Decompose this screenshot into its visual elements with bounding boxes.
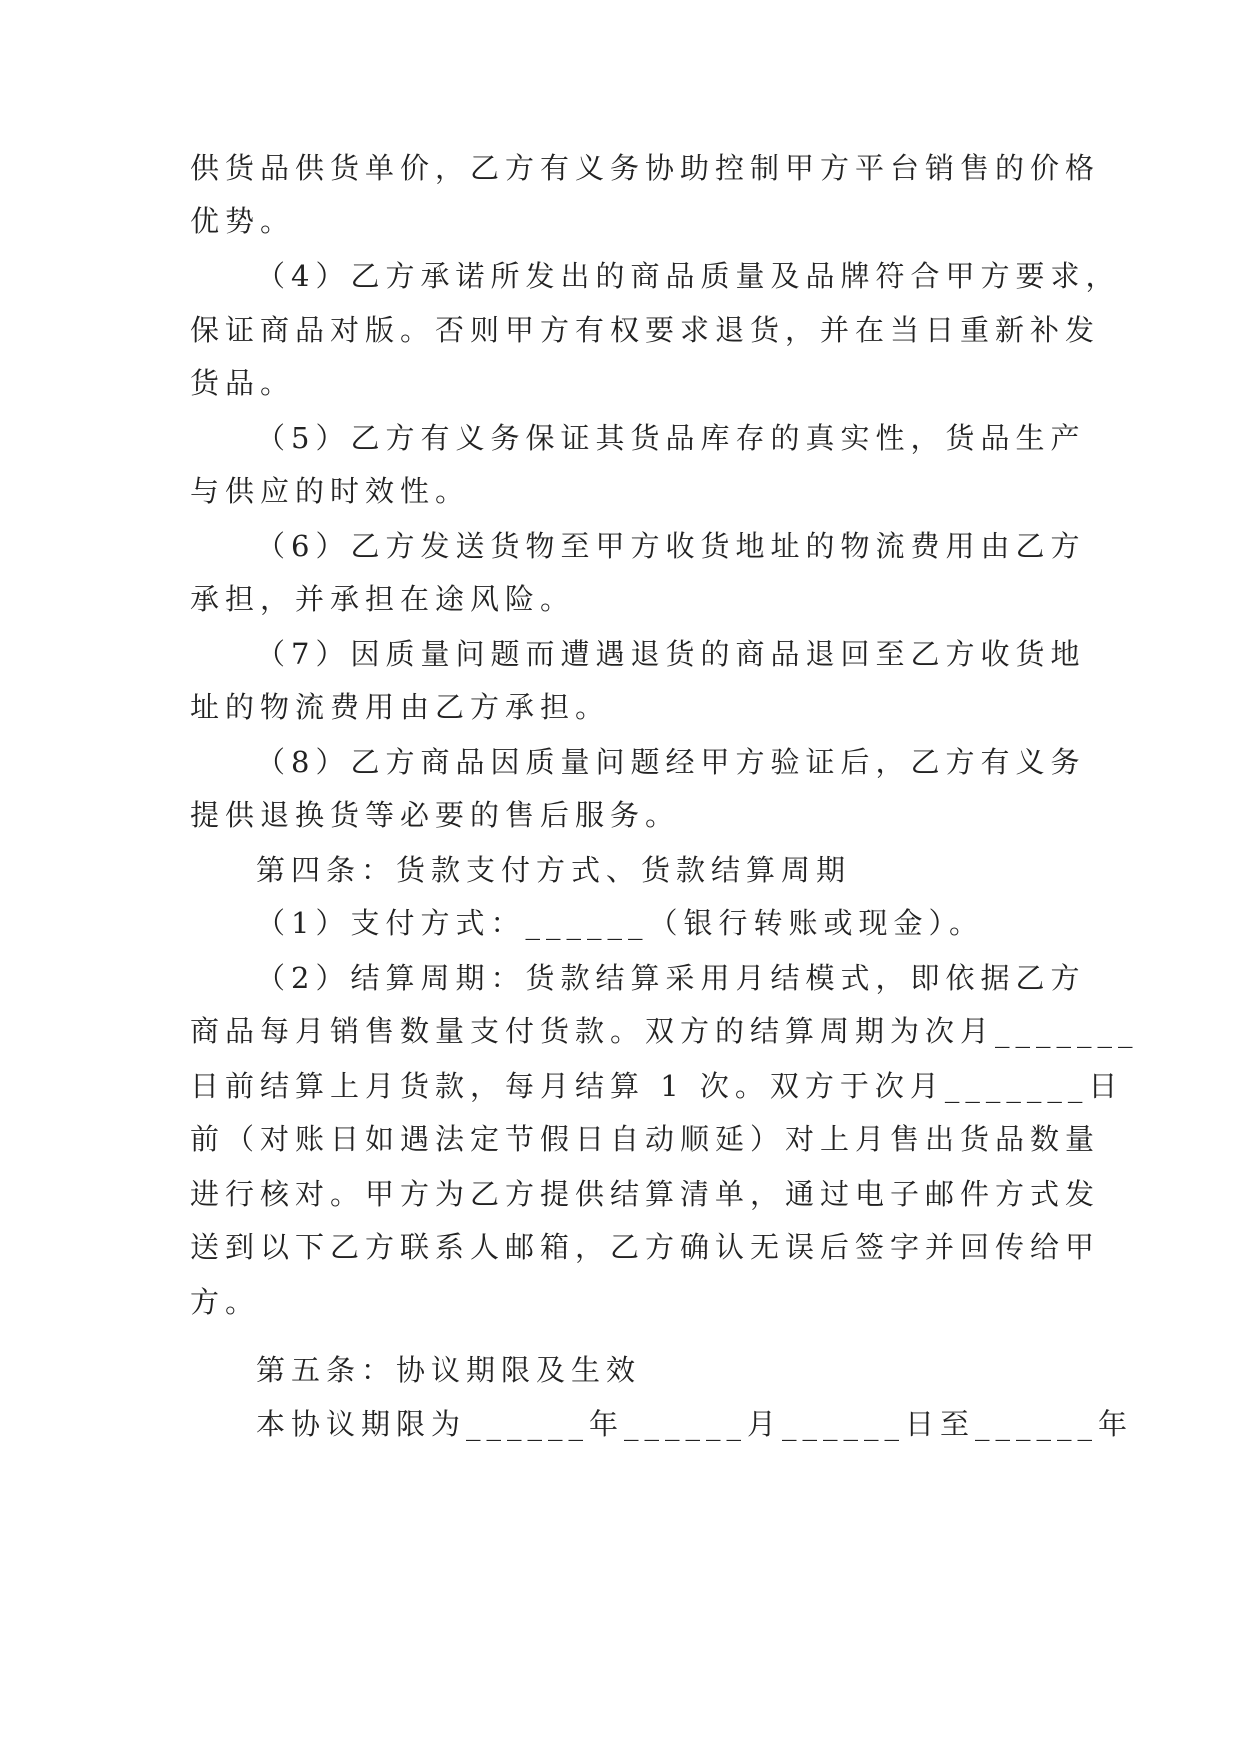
section-heading-article-5: 第五条：协议期限及生效 [256,1353,642,1387]
body-text-line: 进行核对。甲方为乙方提供结算清单，通过电子邮件方式发 [190,1177,1101,1211]
body-text-line: 供货品供货单价，乙方有义务协助控制甲方平台销售的价格 [190,151,1101,185]
body-text-line: 日前结算上月货款，每月结算 1 次。双方于次月_______日 [190,1069,1124,1103]
clause-item-7: （7）因质量问题而遭遇退货的商品退回至乙方收货地 [256,637,1086,671]
body-text-line: 址的物流费用由乙方承担。 [190,690,611,724]
body-text-line: 承担，并承担在途风险。 [190,582,576,616]
agreement-term-line: 本协议期限为______年______月______日至______年 [256,1407,1134,1441]
body-text-line: 送到以下乙方联系人邮箱，乙方确认无误后签字并回传给甲 [190,1230,1101,1264]
body-text-line: 与供应的时效性。 [190,474,471,508]
clause-item-6: （6）乙方发送货物至甲方收货地址的物流费用由乙方 [256,529,1086,563]
body-text-line: 商品每月销售数量支付货款。双方的结算周期为次月_______ [190,1014,1139,1048]
payment-method-line: （1）支付方式：______（银行转账或现金）。 [256,906,984,940]
body-text-line: 货品。 [190,366,296,400]
clause-item-8: （8）乙方商品因质量问题经甲方验证后，乙方有义务 [256,745,1086,779]
body-text-line: 方。 [190,1285,261,1319]
body-text-line: 提供退换货等必要的售后服务。 [190,798,681,832]
body-text-line: 保证商品对版。否则甲方有权要求退货，并在当日重新补发 [190,313,1101,347]
clause-item-5: （5）乙方有义务保证其货品库存的真实性，货品生产 [256,421,1086,455]
clause-item-4: （4）乙方承诺所发出的商品质量及品牌符合甲方要求， [256,259,1121,293]
section-heading-article-4: 第四条：货款支付方式、货款结算周期 [256,853,852,887]
body-text-line: 前（对账日如遇法定节假日自动顺延）对上月售出货品数量 [190,1122,1101,1156]
body-text-line: 优势。 [190,204,296,238]
settlement-cycle-line: （2）结算周期：货款结算采用月结模式，即依据乙方 [256,961,1086,995]
